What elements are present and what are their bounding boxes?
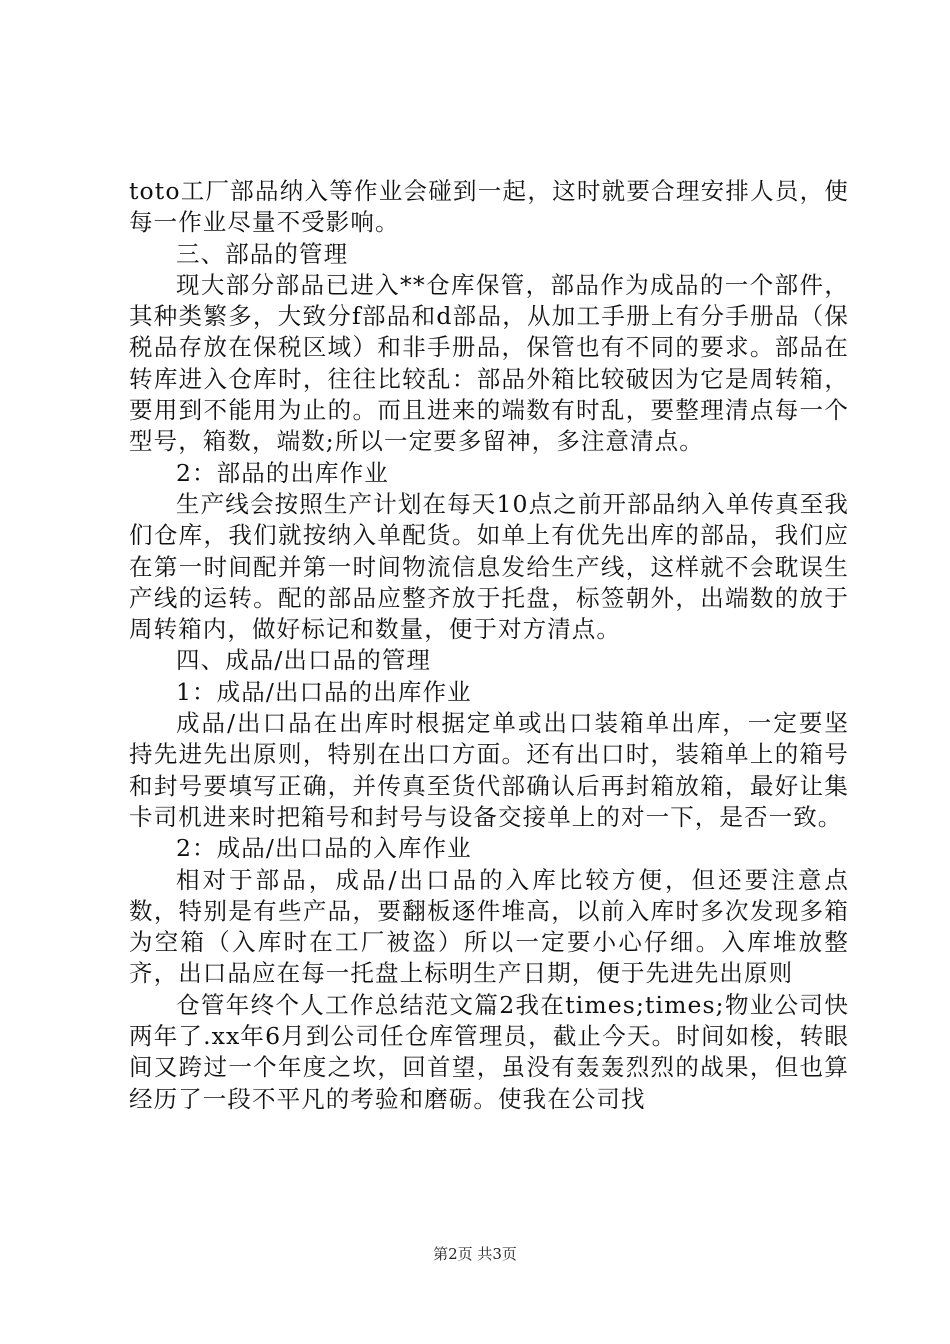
document-body — [129, 176, 849, 1115]
paragraph-1: toto工厂部品纳入等作业会碰到一起，这时就要合理安排人员，使每一作业尽量不受影响。 — [129, 177, 849, 237]
paragraph-parts-outbound: 生产线会按照生产计划在每天10点之前开部品纳入单传真至我们仓库，我们就按纳入单配货。如单上有优先出库的部品，我们应在第一时间配并第一时间物流信息发给生产线，这样就不会耽误生产线的运转。配的部品应整齐放于托盘，标签朝外，出端数的放于周转箱内，做好标记和数量，便于对方清点。 — [129, 489, 849, 644]
paragraph-product-outbound: 成品/出口品在出库时根据定单或出口装箱单出库，一定要坚持先进先出原则，特别在出口方面。还有出口时，装箱单上的箱号和封号要填写正确，并传真至货代部确认后再封箱放箱，最好让集卡司机进来时把箱号和封号与设备交接单上的对一下，是否一致。 — [129, 709, 849, 831]
page-footer: 第2页 共3页 — [433, 1245, 517, 1263]
subheading-product-inbound: 2：成品/出口品的入库作业 — [176, 834, 472, 863]
paragraph-parts-management: 现大部分部品已进入**仓库保管，部品作为成品的一个部件，其种类繁多，大致分f部品和d部品，从加工手册上有分手册品（保税品存放在保税区域）和非手册品，保管也有不同的要求。部品在转库进入仓库时，往往比较乱：部品外箱比较破因为它是周转箱，要用到不能用为止的。而且进来的端数有时乱，要整理清点每一个型号，箱数，端数;所以一定要多留神，多注意清点。 — [129, 270, 849, 456]
paragraph-product-inbound: 相对于部品，成品/出口品的入库比较方便，但还要注意点数，特别是有些产品，要翻板逐件堆高，以前入库时多次发现多箱为空箱（入库时在工厂被盗）所以一定要小心仔细。入库堆放整齐，出口品应在每一托盘上标明生产日期，便于先进先出原则 — [129, 865, 849, 988]
subheading-product-outbound: 1：成品/出口品的出库作业 — [176, 677, 472, 706]
subheading-parts-outbound: 2：部品的出库作业 — [176, 458, 389, 487]
paragraph-article-2: 仓管年终个人工作总结范文篇2我在times;times;物业公司快两年了.xx年6月到公司任仓库管理员，截止今天。时间如梭，转眼间又跨过一个年度之坎，回首望，虽没有轰轰烈烈的战果，但也算经历了一段不平凡的考验和磨砺。使我在公司找 — [129, 990, 849, 1113]
section-heading-4: 四、成品/出口品的管理 — [176, 646, 432, 675]
section-heading-3: 三、部品的管理 — [176, 239, 349, 268]
